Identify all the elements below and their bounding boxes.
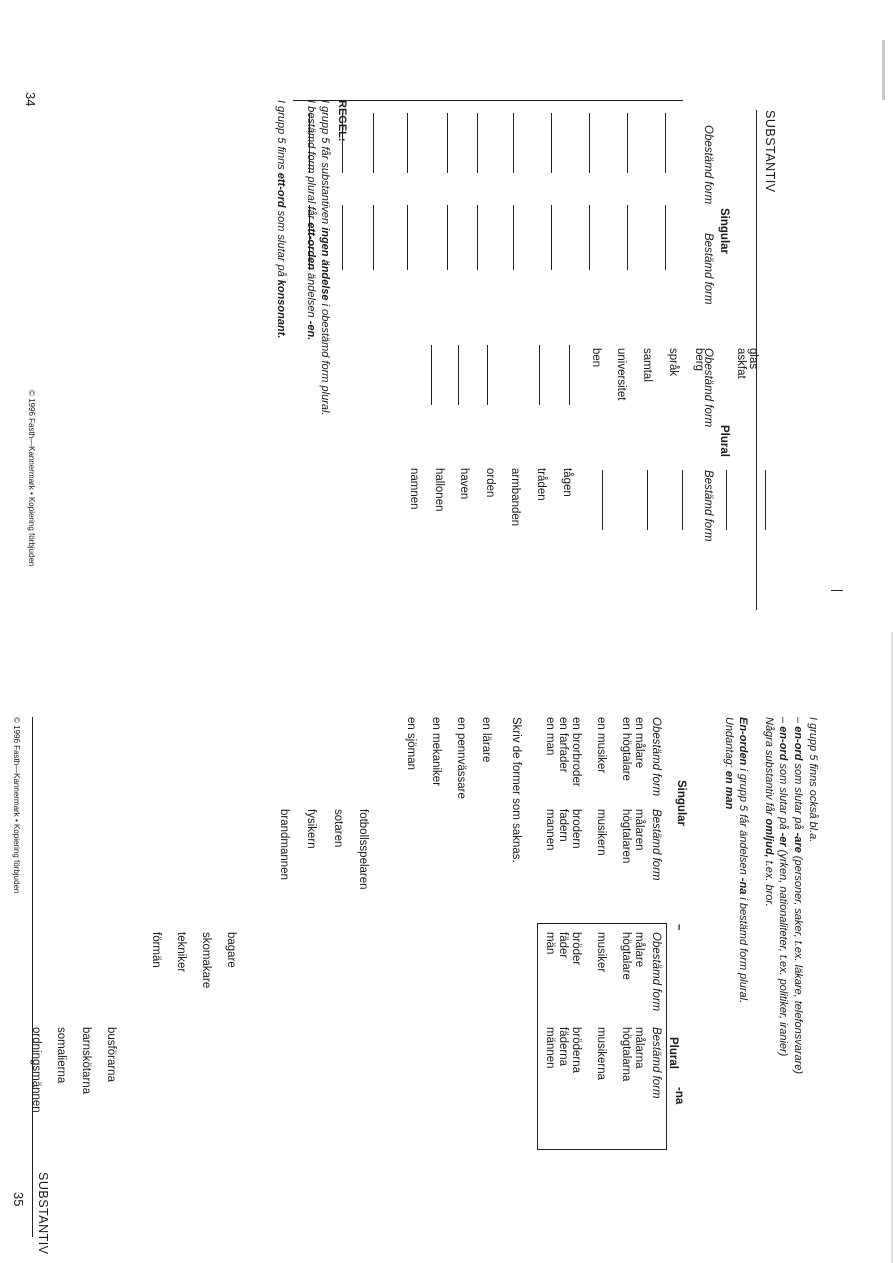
word-glas: glas (747, 348, 759, 370)
ex-row-1-c1: högtalaren (620, 809, 632, 864)
rule-post: i bestämd form plural. (737, 894, 749, 1004)
rule-line (736, 717, 750, 1003)
ex-row-5-c2: män (544, 932, 556, 955)
exception-line (722, 717, 736, 809)
word-orden: orden (484, 468, 496, 498)
ex-row-5-c1: mannen (544, 809, 556, 851)
sub-bestamd-2: Bestämd form (702, 470, 714, 542)
ex-row-2-c1: musikern (595, 809, 607, 856)
intro-line-3-bold: en-ord (777, 726, 789, 761)
rule-mid: i grupp 5 får ändelsen (737, 765, 749, 878)
p35-col-singular: Singular (675, 780, 687, 827)
ex-row-5-c3: männen (544, 1027, 556, 1069)
word-sprak: språk (667, 348, 679, 377)
ex-row-0-c3: målarna (633, 1027, 645, 1069)
regel-line-1-pre: I grupp 5 får substantiven (319, 100, 331, 228)
ex-row-2-c0: en musiker (595, 717, 607, 774)
intro-line-3-pre: – (777, 717, 789, 727)
ex-row-2-c2: musiker (595, 932, 607, 973)
rule-bold2: -na (737, 877, 749, 895)
intro-line-4 (762, 717, 776, 907)
ex4-2: somalierna (55, 1027, 67, 1084)
regel-label: REGEL: (336, 100, 348, 142)
sub-bestamd-1: Bestämd form (702, 233, 714, 305)
ex-row-0-c2: målare (633, 932, 645, 968)
page-34-number: 34 (23, 92, 38, 107)
ex3-3: förmän (150, 932, 162, 968)
regel-line-3-pre: I grupp 5 finns (275, 100, 287, 173)
intro-line-3-mid: som slutar på (777, 760, 789, 833)
regel-line-1 (318, 100, 332, 415)
ex-row-1-c2: högtalare (620, 932, 632, 980)
ex1-2: en mekaniker (430, 717, 442, 787)
intro-line-2-mid: som slutar på (792, 760, 804, 833)
ex4-1: barnskötarna (80, 1027, 92, 1095)
ex-row-3-c2: bröder (570, 932, 582, 966)
ex4-3: ordningsmännen (30, 1027, 42, 1113)
page-35-content (0, 632, 893, 1263)
regel-line-3-bold2: konsonant. (275, 279, 287, 339)
word-askfat: askfat (735, 348, 747, 379)
page-35-copyright: © 1996 Fasth—Kannermark • Kopiering förbjuden (12, 717, 21, 894)
word-berg: berg (693, 348, 705, 372)
regel-line-3-bold1: ett-ord (275, 172, 287, 208)
ex2-1: sotaren (332, 809, 344, 848)
p35-col-plural: Plural (667, 1037, 679, 1069)
intro-line-2-bold: en-ord (792, 726, 804, 761)
regel-line-2 (304, 100, 318, 340)
ex1-3: en sjöman (405, 717, 417, 771)
ex2-0: fotbollsspelaren (357, 809, 369, 890)
ex-row-0-c0: en målare (633, 717, 645, 769)
ex-row-3-c3: bröderna (570, 1027, 582, 1074)
page-34-copyright: © 1996 Fasth—Kannermark • Kopiering förbjuden (27, 390, 36, 567)
sub-obestamd-2: Obestämd form (702, 348, 714, 428)
p35-sub-bestamd-1: Bestämd form (650, 809, 662, 881)
ex3-1: skomakare (200, 932, 212, 989)
intro-line-3 (776, 717, 790, 1056)
page-35-number: 35 (11, 1192, 26, 1207)
regel-line-2-pre: I bestämd form plural får (305, 100, 317, 223)
intro-line-1: I grupp 5 finns också bl.a. (807, 717, 819, 843)
exception-bold: en man (723, 770, 735, 810)
ex-row-4-c0: en farfader (557, 717, 569, 773)
ex-row-3-c1: brodern (570, 809, 582, 849)
intro-line-4-post: t.ex. bror. (763, 857, 775, 907)
col-singular-label: Singular (718, 208, 730, 255)
intro-line-2 (791, 717, 805, 1074)
ex-row-2-c3: musikerna (595, 1027, 607, 1081)
regel-line-2-mid: ändelsen (305, 269, 317, 321)
intro-line-3-post: (yrken, nationaliteter, t.ex. politiker, iranier) (777, 846, 789, 1057)
regel-line-3 (274, 100, 288, 338)
word-armbanden: armbanden (509, 468, 521, 527)
p35-sub-bestamd-2: Bestämd form (650, 1027, 662, 1099)
p35-marker-na: -na (673, 1087, 685, 1105)
ex-row-1-c3: högtalarna (620, 1027, 632, 1082)
page-34-header: SUBSTANTIV (763, 110, 777, 193)
exception-pre: Undantag: (723, 717, 735, 771)
regel-line-1-bold: ingen ändelse (319, 227, 331, 301)
ex1-0: en lärare (480, 717, 492, 763)
ex3-2: tekniker (175, 932, 187, 973)
sub-obestamd-1: Obestämd form (702, 125, 714, 205)
regel-line-1-post: i obestämd form plural. (319, 300, 331, 416)
ex-row-4-c1: fadern (557, 809, 569, 842)
word-haven: haven (458, 468, 470, 500)
intro-line-3-bold2: -er (777, 832, 789, 847)
intro-line-2-post: (personer, saker, t.ex. läkare, telefonsvarare) (792, 852, 804, 1075)
p35-sub-obestamd-2: Obestämd form (650, 932, 662, 1012)
ex4-0: busförarna (105, 1027, 117, 1082)
ex3-0: bagare (225, 932, 237, 968)
ex-row-3-c0: en brorbroder (570, 717, 582, 787)
word-traden: tråden (535, 468, 547, 501)
ex-row-4-c2: fäder (557, 932, 569, 959)
ex-row-0-c1: målaren (633, 809, 645, 851)
word-hallonen: hallonen (433, 468, 445, 512)
intro-line-2-pre: – (792, 717, 804, 727)
ex2-2: fysikern (305, 809, 317, 849)
regel-line-2-bold2: -en. (305, 320, 317, 341)
word-namnen: namnen (408, 468, 420, 510)
col-plural-label: Plural (718, 425, 730, 457)
rule-bold1: En-orden (737, 717, 749, 766)
exercise-title: Skriv de former som saknas. (510, 717, 522, 863)
p35-sub-obestamd-1: Obestämd form (650, 717, 662, 797)
ex-row-1-c0: en högtalare (620, 717, 632, 781)
intro-line-4-bold: omljud, (763, 818, 775, 858)
ex-row-4-c3: fäderna (557, 1027, 569, 1067)
ex-row-5-c0: en man (544, 717, 556, 756)
intro-line-2-bold2: -are (792, 832, 804, 853)
word-universitet: universitet (615, 348, 627, 401)
word-samtal: samtal (641, 348, 653, 382)
regel-line-2-bold1: ett-orden (305, 222, 317, 270)
ex2-3: brandmannen (278, 809, 290, 880)
page-35-header: SUBSTANTIV (36, 1172, 50, 1255)
ex1-1: en pennvässare (455, 717, 467, 799)
regel-line-3-mid: som slutar på (275, 207, 287, 280)
word-ben: ben (590, 348, 602, 368)
page-35 (0, 632, 893, 1263)
word-tagen: tågen (561, 468, 573, 497)
p35-marker-dash: – (673, 924, 685, 931)
intro-line-4-pre: Några substantiv får (763, 717, 775, 819)
